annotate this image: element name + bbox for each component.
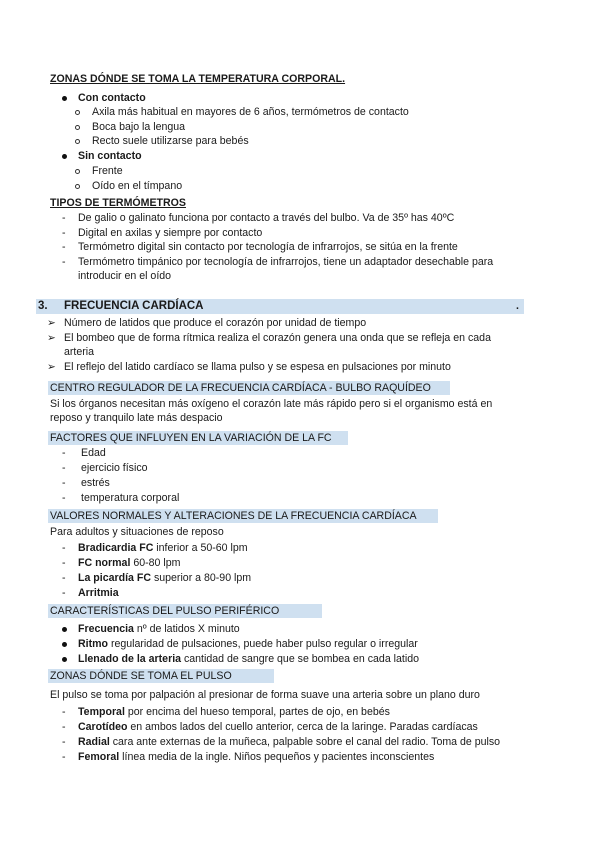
list-item-continuation: arteria: [64, 346, 95, 358]
dash-marker: -: [62, 447, 66, 459]
arrow-bullet-icon: ➢: [47, 317, 56, 329]
factores-heading: FACTORES QUE INFLUYEN EN LA VARIACIÓN DE LA FC: [50, 432, 332, 444]
dash-marker: -: [62, 721, 66, 733]
list-item: Edad: [81, 447, 106, 459]
list-item: El bombeo que de forma rítmica realiza el corazón genera una onda que se refleja en cada: [64, 332, 491, 344]
list-item: Termómetro digital sin contacto por tecnología de infrarrojos, se sitúa en la frente: [78, 241, 458, 253]
dash-marker: -: [62, 241, 66, 253]
valores-heading: VALORES NORMALES Y ALTERACIONES DE LA FRECUENCIA CARDÍACA: [50, 510, 417, 522]
sin-contacto-label: Sin contacto: [78, 150, 142, 162]
list-item: FC normal 60-80 lpm: [78, 557, 181, 569]
list-item: Llenado de la arteria cantidad de sangre que se bombea en cada latido: [78, 653, 419, 665]
list-item: Femoral línea media de la ingle. Niños pequeños y pacientes inconscientes: [78, 751, 435, 763]
con-contacto-label: Con contacto: [78, 92, 146, 104]
section-end-mark: .: [516, 300, 519, 312]
list-item: La picardía FC superior a 80-90 lpm: [78, 572, 252, 584]
dash-marker: -: [62, 542, 66, 554]
arrow-bullet-icon: ➢: [47, 361, 56, 373]
circle-bullet-icon: [75, 125, 80, 130]
list-item: Digital en axilas y siempre por contacto: [78, 227, 263, 239]
circle-bullet-icon: [75, 169, 80, 174]
tipos-termometros-heading: TIPOS DE TERMÓMETROS: [50, 197, 186, 209]
list-item: temperatura corporal: [81, 492, 180, 504]
bullet-icon: [62, 154, 67, 159]
paragraph-line: El pulso se toma por palpación al presionar de forma suave una arteria sobre un plano duro: [50, 689, 480, 701]
dash-marker: -: [62, 492, 66, 504]
dash-marker: -: [62, 462, 66, 474]
temperatura-zonas-heading: ZONAS DÓNDE SE TOMA LA TEMPERATURA CORPORAL.: [50, 73, 346, 85]
centro-regulador-heading: CENTRO REGULADOR DE LA FRECUENCIA CARDÍACA - BULBO RAQUÍDEO: [50, 382, 431, 394]
list-item: Frente: [92, 165, 123, 177]
dash-marker: -: [62, 572, 66, 584]
dash-marker: -: [62, 736, 66, 748]
list-item: Axila más habitual en mayores de 6 años, termómetros de contacto: [92, 106, 409, 118]
dash-marker: -: [62, 557, 66, 569]
dash-marker: -: [62, 706, 66, 718]
list-item: Recto suele utilizarse para bebés: [92, 135, 249, 147]
list-item: Oído en el tímpano: [92, 180, 183, 192]
dash-marker: -: [62, 212, 66, 224]
paragraph-line: reposo y tranquilo late más despacio: [50, 412, 223, 424]
list-item: Frecuencia nº de latidos X minuto: [78, 623, 240, 635]
list-item: Bradicardia FC inferior a 50-60 lpm: [78, 542, 248, 554]
section-number: 3.: [38, 300, 48, 312]
list-item-continuation: introducir en el oído: [78, 270, 172, 282]
dash-marker: -: [62, 587, 66, 599]
caracteristicas-heading: CARACTERÍSTICAS DEL PULSO PERIFÉRICO: [50, 605, 280, 617]
bullet-icon: [62, 96, 67, 101]
list-item: ejercicio físico: [81, 462, 148, 474]
list-item: Temporal por encima del hueso temporal, partes de ojo, en bebés: [78, 706, 390, 718]
section-title: FRECUENCIA CARDÍACA: [64, 300, 204, 312]
zonas-pulso-heading: ZONAS DÓNDE SE TOMA EL PULSO: [50, 670, 232, 682]
list-item: Arritmia: [78, 587, 119, 599]
list-item: Radial cara ante externas de la muñeca, palpable sobre el canal del radio. Toma de pulso: [78, 736, 501, 748]
circle-bullet-icon: [75, 139, 80, 144]
paragraph-line: Para adultos y situaciones de reposo: [50, 526, 224, 538]
list-item: Termómetro timpánico por tecnología de infrarrojos, tiene un adaptador desechable para: [78, 256, 494, 268]
list-item: Número de latidos que produce el corazón por unidad de tiempo: [64, 317, 367, 329]
dash-marker: -: [62, 477, 66, 489]
dash-marker: -: [62, 256, 66, 268]
bullet-icon: [62, 642, 67, 647]
circle-bullet-icon: [75, 110, 80, 115]
arrow-bullet-icon: ➢: [47, 332, 56, 344]
list-item: Boca bajo la lengua: [92, 121, 186, 133]
bullet-icon: [62, 627, 67, 632]
list-item: De galio o galinato funciona por contacto a través del bulbo. Va de 35º has 40ºC: [78, 212, 455, 224]
list-item: El reflejo del latido cardíaco se llama pulso y se espesa en pulsaciones por minuto: [64, 361, 451, 373]
dash-marker: -: [62, 227, 66, 239]
bullet-icon: [62, 657, 67, 662]
circle-bullet-icon: [75, 184, 80, 189]
list-item: estrés: [81, 477, 110, 489]
list-item: Ritmo regularidad de pulsaciones, puede haber pulso regular o irregular: [78, 638, 418, 650]
paragraph-line: Si los órganos necesitan más oxígeno el corazón late más rápido pero si el organismo está en: [50, 398, 493, 410]
dash-marker: -: [62, 751, 66, 763]
list-item: Carotídeo en ambos lados del cuello anterior, cerca de la laringe. Paradas cardíacas: [78, 721, 478, 733]
